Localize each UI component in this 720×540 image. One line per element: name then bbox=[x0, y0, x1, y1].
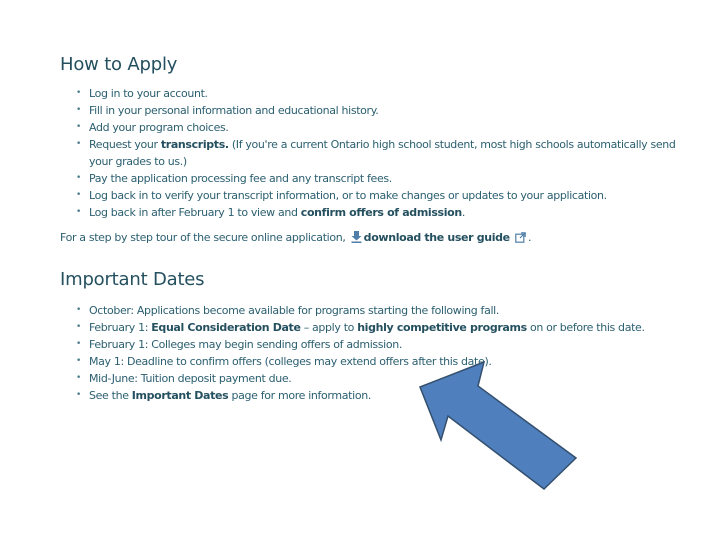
important-dates-heading: Important Dates bbox=[60, 269, 205, 290]
list-item: • October: Applications become available for programs starting the following fall. bbox=[76, 302, 696, 319]
list-item: • February 1: Colleges may begin sending offers of admission. bbox=[76, 336, 696, 353]
list-item-text: – apply to bbox=[300, 321, 358, 334]
confirm-offers-emphasis: confirm offers of admission bbox=[300, 206, 462, 219]
list-item: • Log in to your account. bbox=[76, 85, 696, 102]
list-item-text: Request your bbox=[89, 138, 161, 151]
list-item-text: See the bbox=[89, 389, 132, 402]
list-item: • Mid-June: Tuition deposit payment due. bbox=[76, 370, 696, 387]
list-item: • Log back in to verify your transcript information, or to make changes or updates to your application. bbox=[76, 187, 696, 204]
list-item-text: (If you're a current Ontario high school student, most high schools automatically send your grades to us.) bbox=[89, 138, 676, 168]
list-item: • Add your program choices. bbox=[76, 119, 696, 136]
equal-consideration-emphasis: Equal Consideration Date bbox=[151, 321, 301, 334]
list-item-text: . bbox=[461, 206, 466, 219]
list-item: • Fill in your personal information and educational history. bbox=[76, 102, 696, 119]
important-dates-link[interactable]: Important Dates bbox=[131, 389, 229, 402]
list-item-text: Log back in after February 1 to view and bbox=[89, 206, 301, 219]
callout-arrow-shape bbox=[420, 362, 576, 489]
user-guide-end: . bbox=[527, 231, 532, 244]
competitive-programs-emphasis: highly competitive programs bbox=[357, 321, 527, 334]
download-user-guide-link[interactable]: download the user guide bbox=[363, 231, 510, 244]
list-item-text: February 1: bbox=[89, 321, 152, 334]
list-item-text: on or before this date. bbox=[526, 321, 645, 334]
list-item: • Pay the application processing fee and any transcript fees. bbox=[76, 170, 696, 187]
how-to-apply-heading: How to Apply bbox=[60, 54, 178, 75]
list-item: • May 1: Deadline to confirm offers (colleges may extend offers after this date). bbox=[76, 353, 696, 370]
list-item-text: page for more information. bbox=[228, 389, 371, 402]
transcripts-emphasis: transcripts. bbox=[160, 138, 229, 151]
user-guide-intro: For a step by step tour of the secure online application, bbox=[60, 231, 346, 244]
